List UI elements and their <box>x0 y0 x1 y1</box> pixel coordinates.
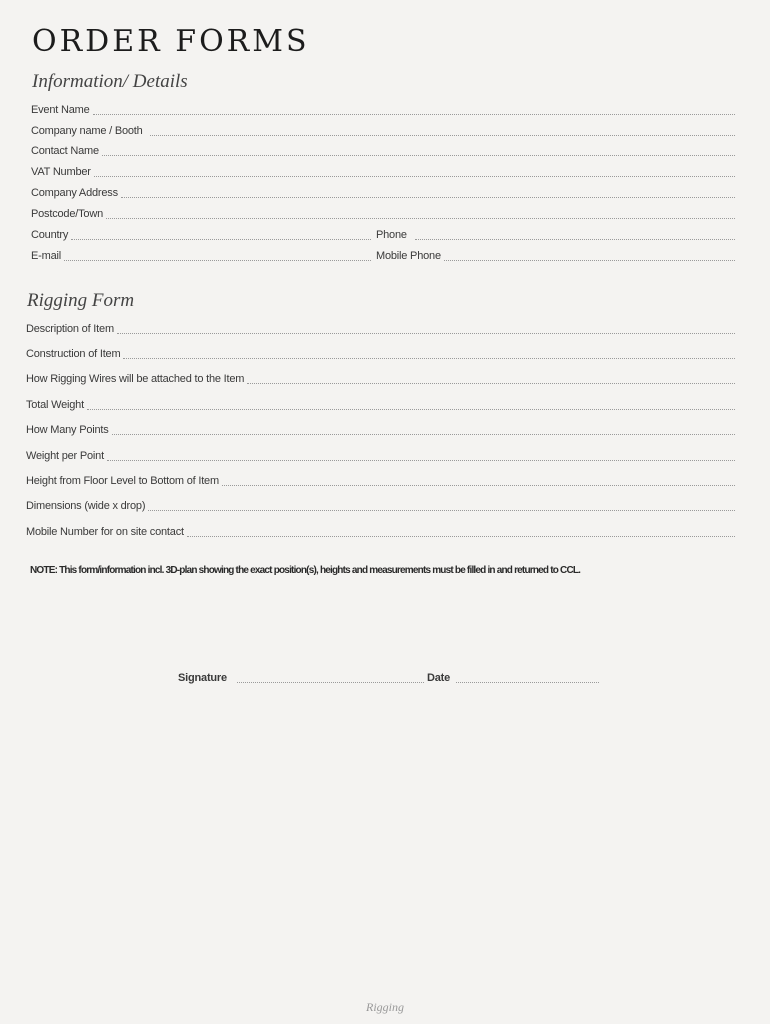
postcode-town-field[interactable] <box>31 206 735 220</box>
rigging-heading: Rigging Form <box>27 290 135 311</box>
vat-number-line[interactable] <box>94 176 735 177</box>
rigging-field-height[interactable] <box>26 473 735 487</box>
phone-label: Phone <box>376 229 407 241</box>
rigging-field-line[interactable] <box>247 383 735 384</box>
rigging-field-label: Construction of Item <box>26 348 121 360</box>
rigging-field-label: Description of Item <box>26 323 114 335</box>
rigging-field-wires[interactable] <box>26 371 735 385</box>
rigging-field-weight-per-point[interactable] <box>26 448 735 462</box>
rigging-field-line[interactable] <box>187 536 735 537</box>
mobile-phone-line[interactable] <box>444 260 735 261</box>
event-name-line[interactable] <box>93 114 735 115</box>
email-line[interactable] <box>64 260 371 261</box>
company-name-label: Company name / Booth <box>31 125 143 137</box>
rigging-field-label: Mobile Number for on site contact <box>26 526 184 538</box>
date-label: Date <box>427 672 451 684</box>
email-field[interactable] <box>31 248 371 262</box>
footer-text: Rigging <box>366 1000 404 1014</box>
information-heading: Information/ Details <box>32 71 188 92</box>
rigging-field-line[interactable] <box>123 358 735 359</box>
signature-field[interactable] <box>178 670 424 684</box>
rigging-field-line[interactable] <box>222 485 735 486</box>
date-field[interactable] <box>427 670 599 684</box>
rigging-field-label: Dimensions (wide x drop) <box>26 500 146 512</box>
country-field[interactable] <box>31 227 371 241</box>
vat-number-field[interactable] <box>31 164 735 178</box>
country-label: Country <box>31 229 69 241</box>
rigging-field-points[interactable] <box>26 422 735 436</box>
signature-label: Signature <box>178 672 227 684</box>
date-line[interactable] <box>456 682 599 683</box>
rigging-field-line[interactable] <box>117 333 735 334</box>
contact-name-label: Contact Name <box>31 145 99 157</box>
company-address-label: Company Address <box>31 187 118 199</box>
rigging-field-construction[interactable] <box>26 346 735 360</box>
rigging-field-label: How Rigging Wires will be attached to the Item <box>26 373 245 385</box>
postcode-town-line[interactable] <box>106 218 735 219</box>
page-title: ORDER FORMS <box>32 24 310 59</box>
signature-line[interactable] <box>237 682 424 683</box>
rigging-field-description[interactable] <box>26 321 735 335</box>
mobile-phone-field[interactable] <box>376 248 735 262</box>
company-address-field[interactable] <box>31 185 735 199</box>
phone-field[interactable] <box>376 227 735 241</box>
company-name-line[interactable] <box>150 135 735 136</box>
rigging-field-mobile-number[interactable] <box>26 524 735 538</box>
event-name-field[interactable] <box>31 102 735 116</box>
rigging-field-total-weight[interactable] <box>26 397 735 411</box>
rigging-field-dimensions[interactable] <box>26 498 735 512</box>
rigging-field-label: How Many Points <box>26 424 109 436</box>
contact-name-field[interactable] <box>31 143 735 157</box>
company-address-line[interactable] <box>121 197 735 198</box>
rigging-field-line[interactable] <box>148 510 735 511</box>
email-label: E-mail <box>31 250 61 262</box>
phone-line[interactable] <box>415 239 735 240</box>
rigging-field-label: Height from Floor Level to Bottom of Item <box>26 475 219 487</box>
mobile-phone-label: Mobile Phone <box>376 250 441 262</box>
rigging-field-line[interactable] <box>87 409 735 410</box>
company-name-field[interactable] <box>31 123 735 137</box>
country-line[interactable] <box>71 239 371 240</box>
rigging-field-line[interactable] <box>112 434 735 435</box>
contact-name-line[interactable] <box>102 155 735 156</box>
event-name-label: Event Name <box>31 104 90 116</box>
rigging-field-line[interactable] <box>107 460 735 461</box>
postcode-town-label: Postcode/Town <box>31 208 103 220</box>
note-text: NOTE: This form/information incl. 3D-plan showing the exact position(s), heights and measurements must be filled in and returned to CCL. <box>30 565 581 576</box>
vat-number-label: VAT Number <box>31 166 91 178</box>
rigging-field-label: Weight per Point <box>26 450 104 462</box>
rigging-field-label: Total Weight <box>26 399 84 411</box>
